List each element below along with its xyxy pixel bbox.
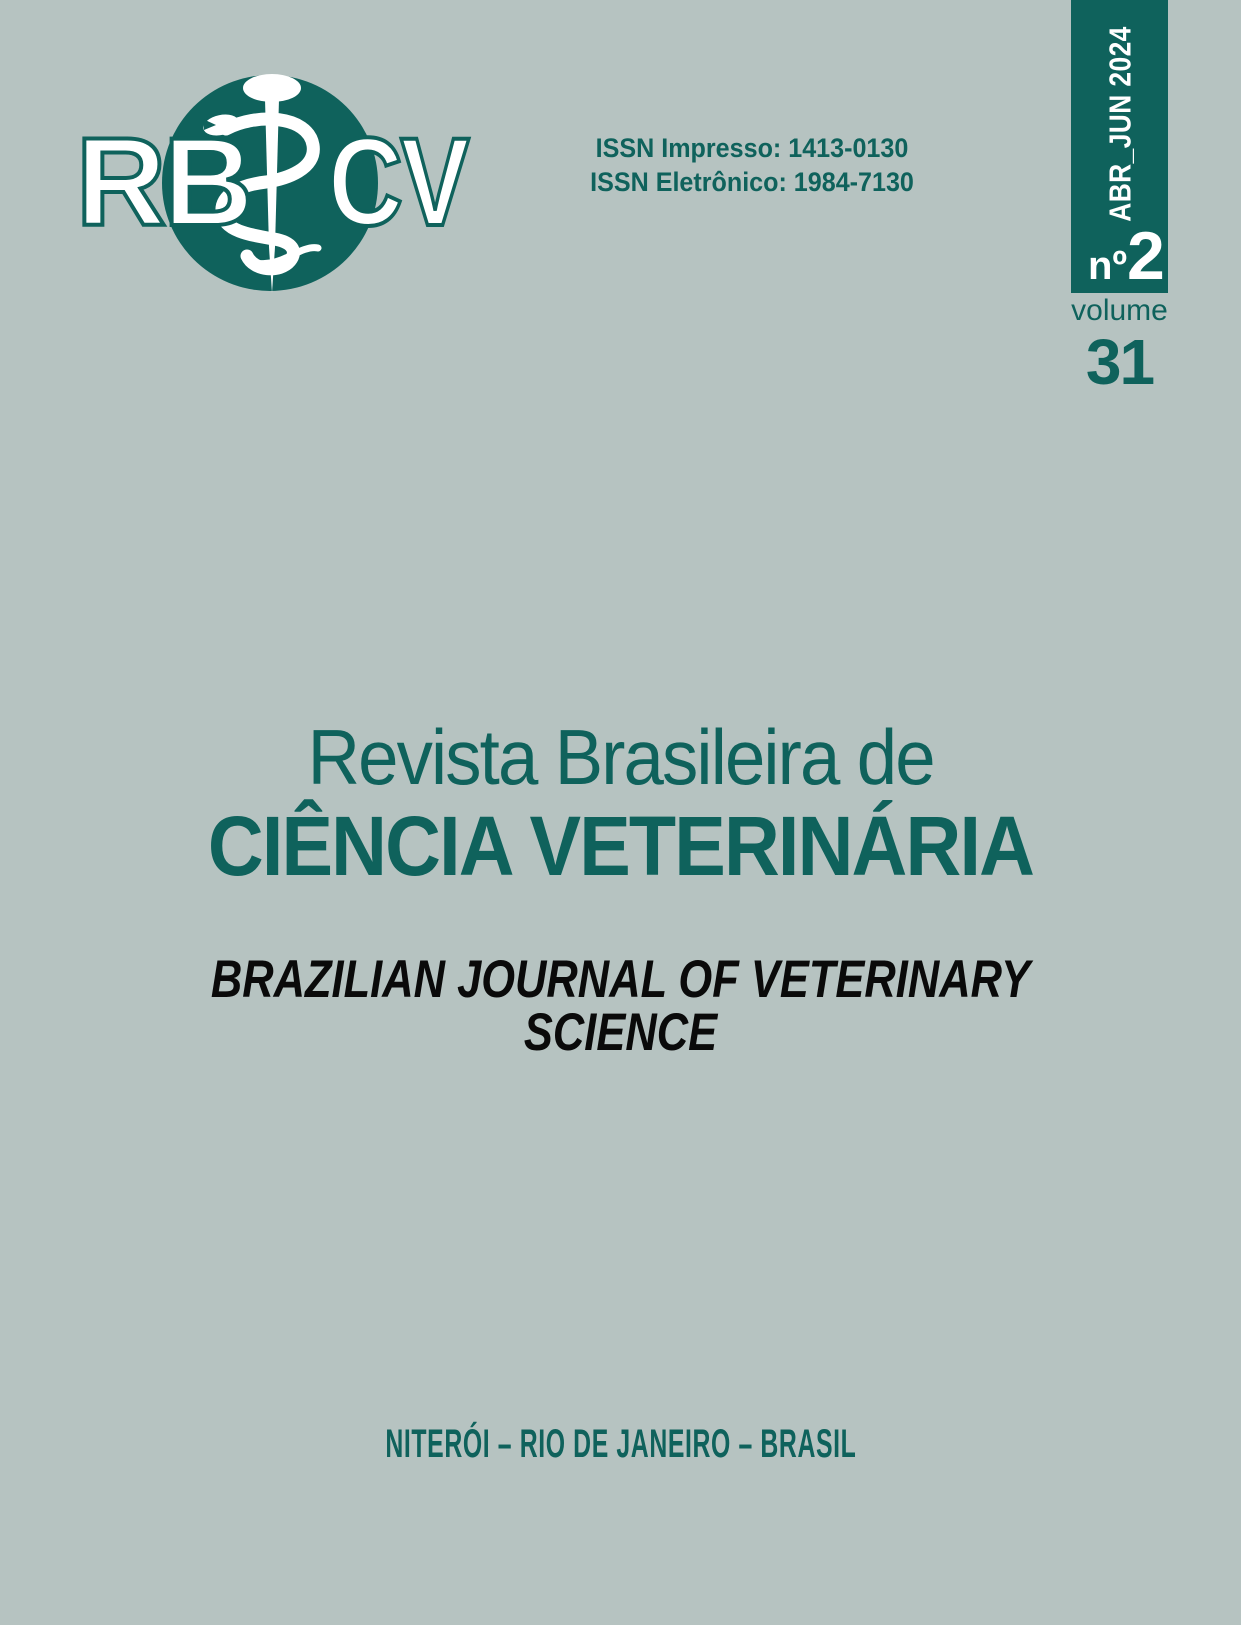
- logo-letters-rb: RB: [76, 113, 251, 252]
- journal-logo: [70, 55, 470, 305]
- journal-title-en: BRAZILIAN JOURNAL OF VETERINARY SCIENCE: [210, 950, 1031, 1062]
- issn-print: ISSN Impresso: 1413-0130: [595, 133, 909, 163]
- journal-title-pt-line2: CIÊNCIA VETERINÁRIA: [207, 799, 1034, 893]
- volume-number: 31: [1085, 326, 1154, 398]
- issue-banner: [1071, 0, 1168, 293]
- logo-letters-cv: CV: [328, 113, 468, 252]
- issue-period: ABR_JUN 2024: [1102, 26, 1137, 222]
- issue-number: 2: [1127, 218, 1163, 294]
- volume-label: volume: [1071, 294, 1168, 327]
- issue-number-label: nº: [1088, 244, 1128, 288]
- journal-title-pt-line1: Revista Brasileira de: [307, 713, 934, 801]
- publication-place: NITERÓI – RIO DE JANEIRO – BRASIL: [384, 1422, 857, 1466]
- issn-block: [555, 131, 949, 199]
- issn-electronic: ISSN Eletrônico: 1984-7130: [590, 167, 914, 197]
- issue-number-group: [1088, 218, 1163, 294]
